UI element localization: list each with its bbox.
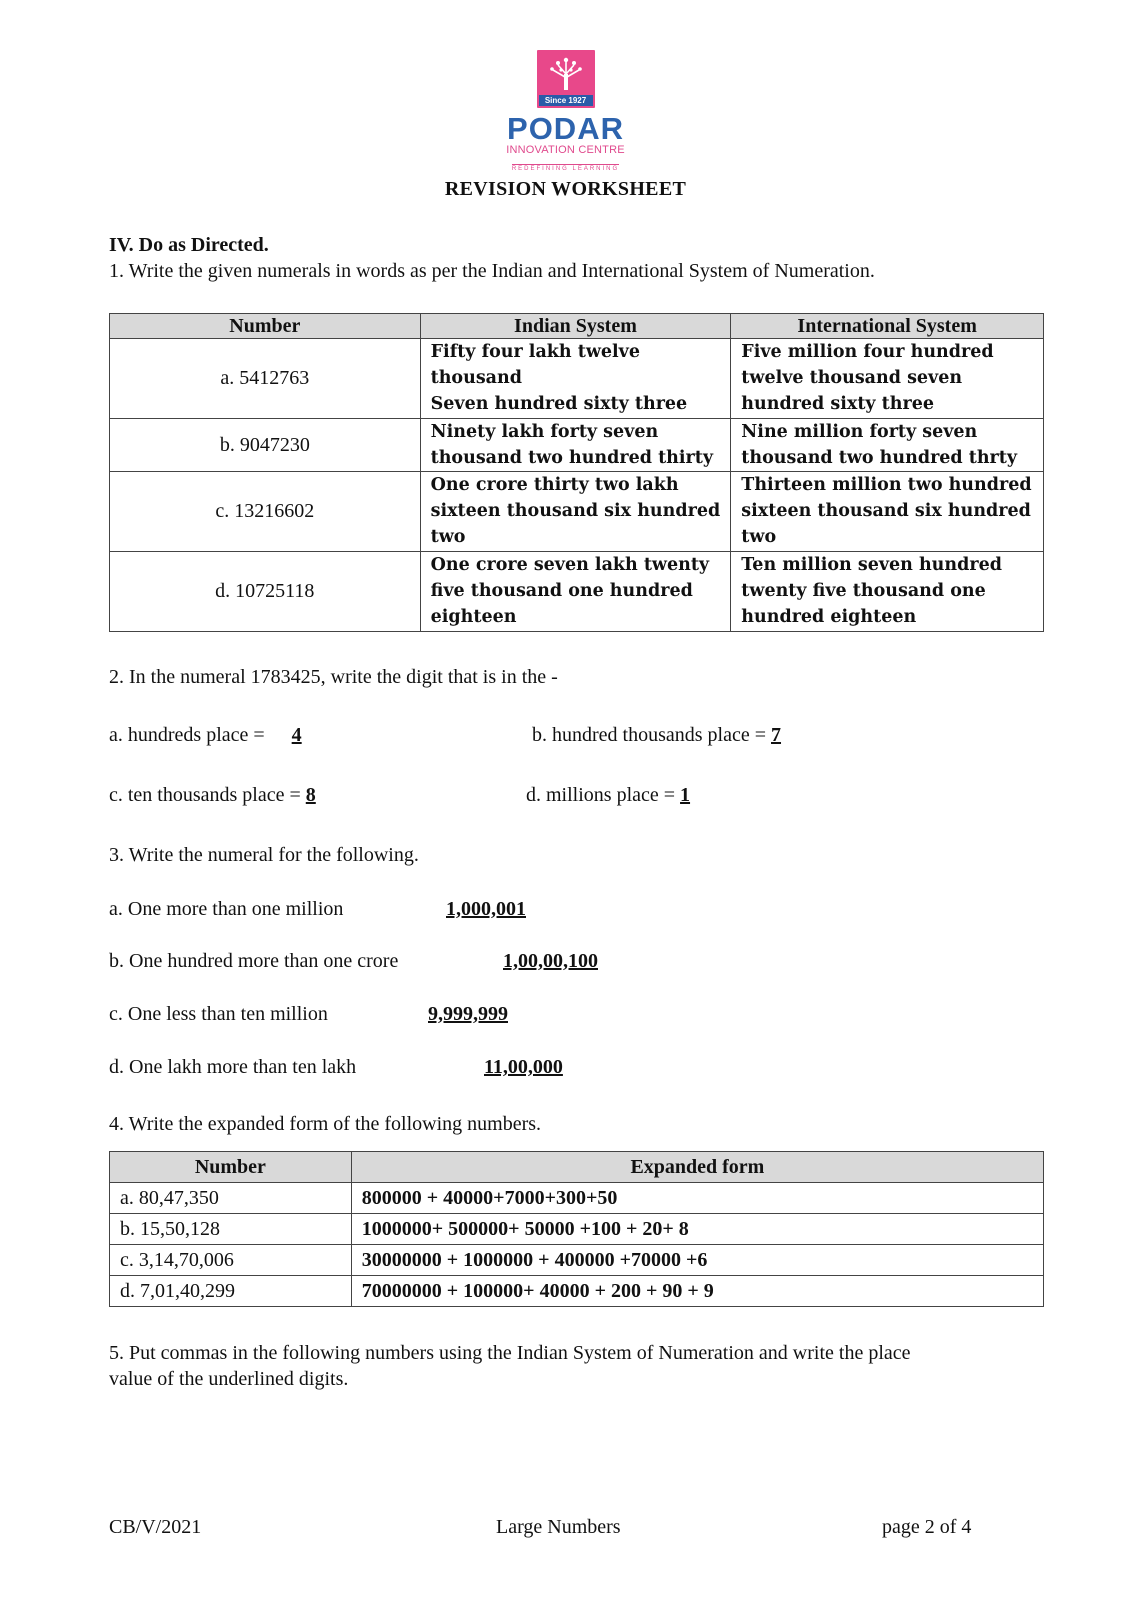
q3-d-label: d. One lakh more than ten lakh (109, 1056, 357, 1078)
q4-instruction: 4. Write the expanded form of the following numbers. (109, 1113, 542, 1135)
q1-instruction: 1. Write the given numerals in words as per the Indian and International System of Numeration. (109, 260, 875, 282)
q2-b-answer: 7 (771, 724, 782, 746)
table-row (110, 1214, 1044, 1245)
header-international: International System (731, 314, 1044, 339)
q3-a-answer: 1,000,001 (446, 898, 526, 920)
table-row (110, 1245, 1044, 1276)
q2-instruction: 2. In the numeral 1783425, write the digit that is in the - (109, 666, 558, 688)
q2-d (526, 782, 690, 808)
logo-brand: PODAR (507, 111, 624, 146)
tree-icon (541, 52, 591, 94)
table-row (110, 1183, 1044, 1214)
table-row (110, 552, 1044, 632)
row-expanded: 800000 + 40000+7000+300+50 (351, 1183, 1043, 1214)
q2-a-answer: 4 (291, 724, 302, 746)
q3-d-answer: 11,00,000 (484, 1056, 563, 1078)
header-indian: Indian System (420, 314, 731, 339)
logo-sub: INNOVATION CENTRE (506, 144, 625, 156)
q3-a-label: a. One more than one million (109, 898, 344, 920)
worksheet-title: REVISION WORKSHEET (444, 178, 687, 200)
numeration-table (109, 313, 1044, 632)
q5-instruction-line2: value of the underlined digits. (109, 1368, 349, 1390)
row-expanded: 70000000 + 100000+ 40000 + 200 + 90 + 9 (351, 1276, 1043, 1307)
logo-since: Since 1927 (539, 95, 593, 106)
footer-page: page 2 of 4 (882, 1516, 972, 1538)
row-number: b. 9047230 (110, 419, 421, 472)
q3-c-label: c. One less than ten million (109, 1003, 328, 1025)
row-number: a. 80,47,350 (110, 1183, 352, 1214)
q3-instruction: 3. Write the numeral for the following. (109, 844, 419, 866)
row-international: Thirteen million two hundred sixteen thousand six hundred two (731, 472, 1044, 552)
q3-c-answer: 9,999,999 (428, 1003, 508, 1025)
table-header-row (110, 1152, 1044, 1183)
row-number: d. 7,01,40,299 (110, 1276, 352, 1307)
row-expanded: 30000000 + 1000000 + 400000 +70000 +6 (351, 1245, 1043, 1276)
q2-c-label: c. ten thousands place = (109, 784, 301, 806)
q2-a (109, 722, 302, 748)
q3-b-answer: 1,00,00,100 (503, 950, 598, 972)
q2-b-label: b. hundred thousands place = (532, 724, 767, 746)
footer-code: CB/V/2021 (109, 1516, 202, 1538)
row-indian: One crore thirty two lakh sixteen thousand six hundred two (420, 472, 731, 552)
q3-b-label: b. One hundred more than one crore (109, 950, 399, 972)
row-international: Five million four hundred twelve thousand seven hundred sixty three (731, 339, 1044, 419)
header-number: Number (110, 314, 421, 339)
q2-a-label: a. hundreds place = (109, 724, 265, 746)
row-number: a. 5412763 (110, 339, 421, 419)
header-expanded: Expanded form (351, 1152, 1043, 1183)
table-header-row (110, 314, 1044, 339)
row-expanded: 1000000+ 500000+ 50000 +100 + 20+ 8 (351, 1214, 1043, 1245)
podar-logo (0, 50, 1131, 175)
row-number: c. 3,14,70,006 (110, 1245, 352, 1276)
row-indian: Fifty four lakh twelve thousand Seven hundred sixty three (420, 339, 731, 419)
q2-b (532, 722, 781, 748)
q2-d-label: d. millions place = (526, 784, 676, 806)
table-row (110, 419, 1044, 472)
footer-topic: Large Numbers (496, 1516, 621, 1538)
section-heading: IV. Do as Directed. (109, 234, 269, 256)
row-number: d. 10725118 (110, 552, 421, 632)
row-number: c. 13216602 (110, 472, 421, 552)
q2-c (109, 782, 316, 808)
logo-tree-mark (537, 50, 595, 108)
row-indian: One crore seven lakh twenty five thousand one hundred eighteen (420, 552, 731, 632)
logo-tagline: REDEFINING LEARNING (511, 166, 620, 172)
table-row (110, 472, 1044, 552)
row-number: b. 15,50,128 (110, 1214, 352, 1245)
expanded-form-table (109, 1151, 1044, 1307)
q2-d-answer: 1 (680, 784, 691, 806)
q5-instruction-line1: 5. Put commas in the following numbers using the Indian System of Numeration and write the place (109, 1342, 911, 1364)
table-row (110, 339, 1044, 419)
table-row (110, 1276, 1044, 1307)
q2-c-answer: 8 (305, 784, 316, 806)
row-international: Ten million seven hundred twenty five thousand one hundred eighteen (731, 552, 1044, 632)
row-indian: Ninety lakh forty seven thousand two hundred thirty (420, 419, 731, 472)
header-number: Number (110, 1152, 352, 1183)
row-international: Nine million forty seven thousand two hundred thrty (731, 419, 1044, 472)
